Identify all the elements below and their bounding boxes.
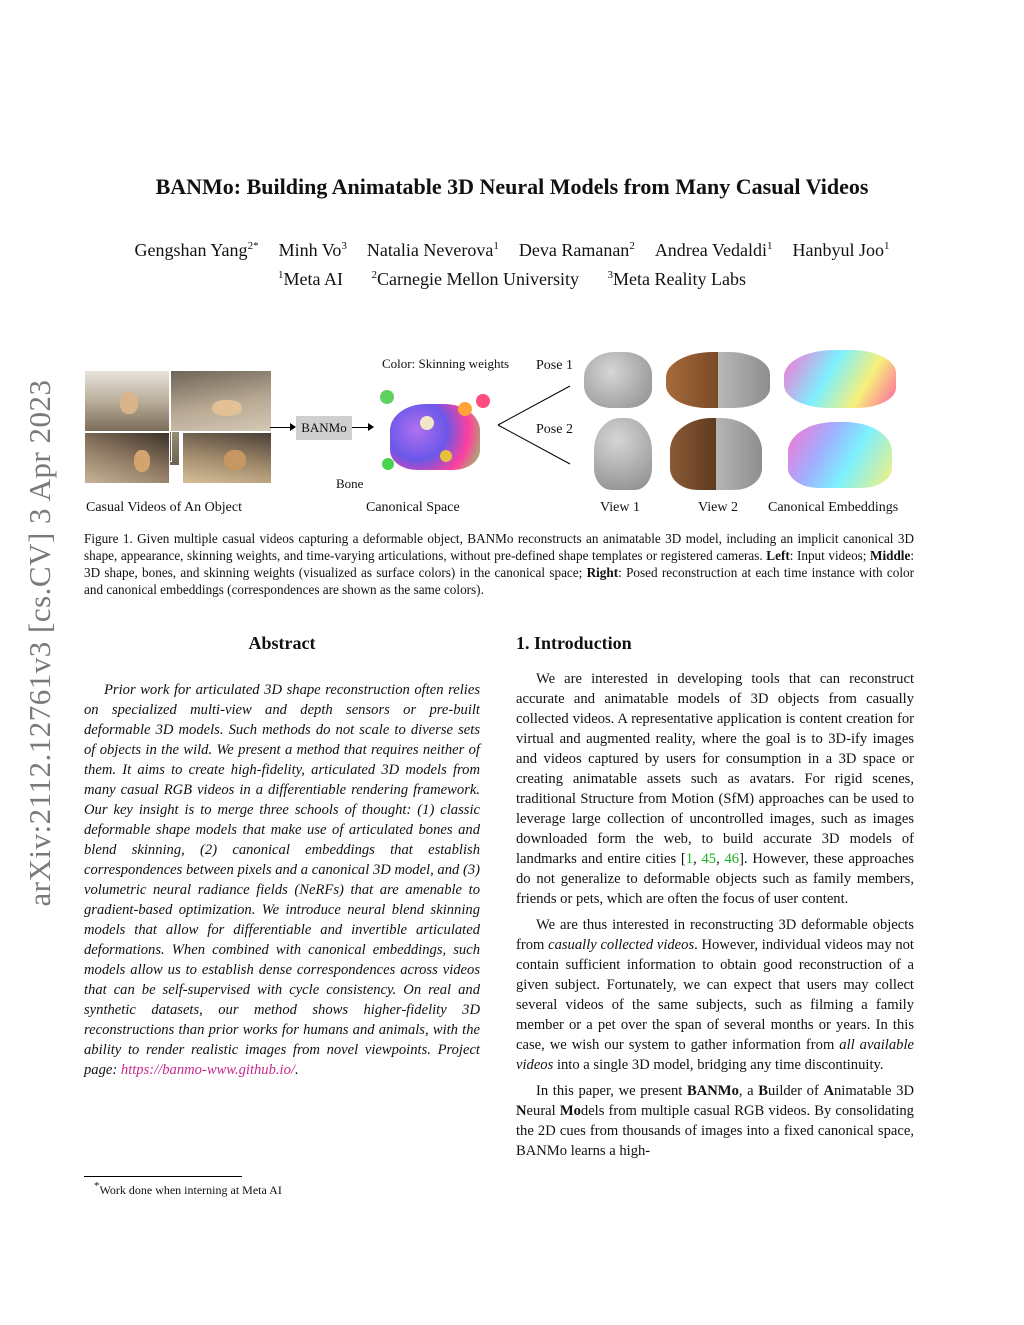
- author-list: [60, 240, 964, 261]
- introduction-heading: 1. Introduction: [516, 633, 632, 653]
- view2-pose1: [666, 352, 770, 408]
- intro-paragraph-1: We are interested in developing tools that can reconstruct accurate and animatable models of 3D objects from casually collected videos. A representative application is content creation for virtual and augmented reality, where the goal is to 3D-ify images and videos captured by users for consumption in a 3D space or creating animatable assets such as avatars. For rigid scenes, traditional Structure from Motion (SfM) approaches can be used to leverage large collection of uncontrolled images, such as images downloaded form the web, to build accurate 3D models of landmarks and entire cities [1, 45, 46]. However, these approaches do not generalize to deformable objects such as family members, friends or pets, which are often the focus of user content.: [516, 671, 915, 907]
- teaser-figure: [84, 350, 924, 520]
- view2-pose2: [670, 418, 762, 490]
- affiliation: $^1$Meta AI: [278, 269, 344, 289]
- view1-label: View 1: [600, 500, 640, 515]
- author: Hanbyul Joo$^1$: [792, 240, 890, 260]
- view1-pose1: [584, 352, 652, 408]
- banmo-box-label: BANMo: [301, 420, 347, 435]
- figure-caption: Figure 1. Given multiple casual videos capturing a deformable object, BANMo reconstructs an animatable 3D model, including an implicit canonical 3D shape, appearance, skinning weights, and time-varying articulations, without pre-defined shape templates or registered cameras. Left: Input videos; Middle: 3D shape, bones, and skinning weights (visualized as surface colors) in the canonical space; Right: Posed reconstruction at each time instance with color and canonical embeddings (correspondences are shown as the same colors).: [84, 531, 914, 597]
- pose-1-label: Pose 1: [536, 358, 573, 373]
- introduction-body: [516, 669, 914, 1167]
- embedding-pose2: [788, 422, 892, 488]
- pose-2-label: Pose 2: [536, 422, 573, 437]
- affiliation-list: [60, 269, 964, 290]
- author: Deva Ramanan$^2$: [518, 240, 635, 260]
- bone-label: Bone: [336, 476, 364, 491]
- skinning-weights-label: Color: Skinning weights: [382, 356, 510, 371]
- abstract-body: Prior work for articulated 3D shape reconstruction often relies on specialized multi-view and depth sensors or pre-built deformable 3D models. Such methods do not scale to diverse sets of objects in the wild. We present a method that requires neither of them. It aims to create high-fidelity, articulated 3D models from many casual RGB videos in a differentiable rendering framework. Our key insight is to merge three schools of thought: (1) classic deformable shape models that make use of articulated bones and blend skinning, (2) canonical embeddings that establish correspondences between pixels and a canonical 3D model, and (3) volumetric neural radiance fields (NeRFs) that are amenable to gradient-based optimization. We introduce neural blend skinning models that allow for differentiable and invertible articulated deformations. When combined with canonical embeddings, such models allow us to establish dense correspondences across videos that can be self-supervised with cycle consistency. On real and synthetic datasets, our method shows higher-fidelity 3D reconstructions than prior works for humans and animals, with the ability to render realistic images from novel viewpoints. Project page: https://banmo-www.github.io/.: [84, 682, 480, 1078]
- banmo-box: [296, 416, 352, 440]
- author: Natalia Neverova$^1$: [366, 240, 499, 260]
- project-page-link[interactable]: https://banmo-www.github.io/: [120, 1062, 295, 1078]
- citation-link[interactable]: 1: [685, 851, 694, 867]
- affiliation: $^3$Meta Reality Labs: [607, 269, 746, 289]
- arxiv-identifier-text: arXiv:2112.12761v3 [cs.CV] 3 Apr 2023: [22, 379, 57, 907]
- canonical-shape: [380, 390, 492, 480]
- intro-paragraph-3: In this paper, we present BANMo, a Builder of Animatable 3D Neural Models from multiple casual RGB videos. By consolidating the 2D cues from thousands of images into a fixed canonical space, BANMo learns a high-: [516, 1083, 914, 1159]
- abstract-heading: Abstract: [248, 633, 316, 653]
- footnote-rule: [84, 1176, 242, 1177]
- citation-link[interactable]: 46: [724, 851, 740, 867]
- view2-label: View 2: [698, 500, 738, 515]
- view1-pose2: [594, 418, 652, 490]
- embedding-pose1: [784, 350, 896, 408]
- footnote: *Work done when interning at Meta AI: [94, 1180, 282, 1197]
- author: Minh Vo$^3$: [278, 240, 347, 260]
- inputs-label: Casual Videos of An Object: [86, 500, 242, 515]
- video-frame-3: [84, 432, 170, 484]
- author: Andrea Vedaldi$^1$: [654, 240, 773, 260]
- affiliation: $^2$Carnegie Mellon University: [371, 269, 579, 289]
- author: Gengshan Yang$^{2*}$: [134, 240, 259, 260]
- paper-title: BANMo: Building Animatable 3D Neural Models from Many Casual Videos: [155, 174, 869, 199]
- embeddings-label: Canonical Embeddings: [768, 500, 899, 515]
- canonical-space-label: Canonical Space: [366, 500, 460, 515]
- citation-link[interactable]: 45: [701, 851, 717, 867]
- intro-paragraph-2: We are thus interested in reconstructing 3D deformable objects from casually collected videos. However, individual videos may not contain sufficient information to obtain good reconstruction of a given subject. Fortunately, we can expect that users may collect several videos of the same subjects, such as filming a family member or a pet over the span of several months or years. In this case, we wish our system to gather information from all available videos into a single 3D model, bridging any time discontinuity.: [516, 917, 914, 1073]
